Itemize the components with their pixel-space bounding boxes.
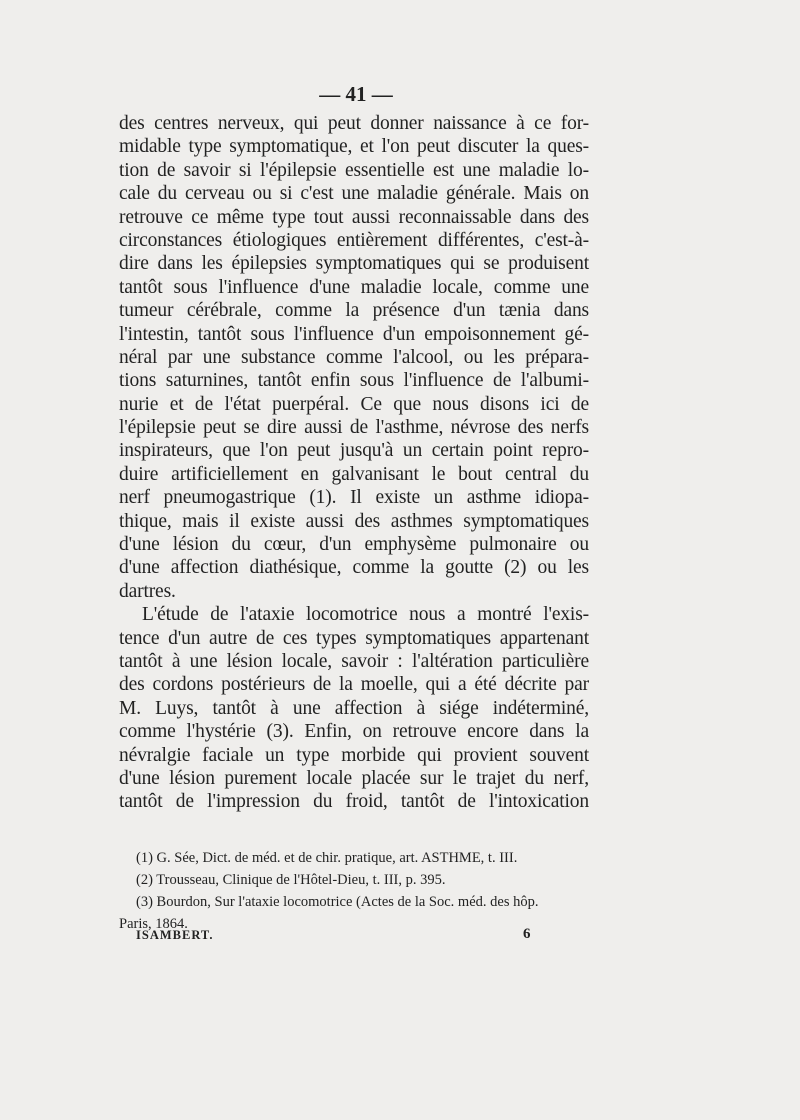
text-line: nurie et de l'état puerpéral. Ce que nous disons ici de [119,393,589,415]
text-line: nerf pneumogastrique (1). Il existe un asthme idiopa- [119,487,589,509]
footnote: (2) Trousseau, Clinique de l'Hôtel-Dieu, t. III, p. 395. [136,872,446,888]
text-line: retrouve ce même type tout aussi reconnaissable dans des [119,206,589,228]
text-line: néral par une substance comme l'alcool, ou les prépara- [119,346,589,368]
text-line: M. Luys, tantôt à une affection à siége indéterminé, [119,697,589,719]
printer-signature: ISAMBERT. [136,928,214,942]
footnote: (3) Bourdon, Sur l'ataxie locomotrice (Actes de la Soc. méd. des hôp. [136,894,539,910]
text-line: duire artificiellement en galvanisant le bout central du [119,463,589,485]
text-line: dartres. [119,580,176,602]
text-line: d'une lésion du cœur, d'un emphysème pulmonaire ou [119,534,589,556]
text-line: l'intestin, tantôt sous l'influence d'un empoisonnement gé- [119,323,589,345]
text-line: thique, mais il existe aussi des asthmes symptomatiques [119,510,589,532]
text-line: d'une lésion purement locale placée sur le trajet du nerf, [119,767,589,789]
text-line: des centres nerveux, qui peut donner naissance à ce for- [119,113,589,134]
text-line: inspirateurs, que l'on peut jusqu'à un certain point repro- [119,440,589,462]
text-line: tantôt sous l'influence d'une maladie locale, comme une [119,276,589,298]
text-line: l'épilepsie peut se dire aussi de l'asthme, névrose des nerfs [119,417,589,439]
running-head: — 41 — [319,82,393,106]
text-line: d'une affection diathésique, comme la goutte (2) ou les [119,557,589,579]
text-line: des cordons postérieurs de la moelle, qui a été décrite par [119,674,589,696]
text-line: comme l'hystérie (3). Enfin, on retrouve encore dans la [119,721,589,743]
text-line: circonstances étiologiques entièrement différentes, c'est-à- [119,229,589,251]
footnote-continuation: Paris, 1864. [119,916,188,932]
text-line: cale du cerveau ou si c'est une maladie générale. Mais on [119,183,589,205]
footnote: (1) G. Sée, Dict. de méd. et de chir. pratique, art. ASTHME, t. III. [136,850,518,866]
text-line: midable type symptomatique, et l'on peut discuter la ques- [119,136,589,158]
text-line: tion de savoir si l'épilepsie essentielle est une maladie lo- [119,159,589,181]
body-text [119,112,589,814]
text-line: tumeur cérébrale, comme la présence d'un tænia dans [119,300,589,322]
text-line: dire dans les épilepsies symptomatiques qui se produisent [119,253,589,275]
footnotes [119,847,589,935]
text-line: névralgie faciale un type morbide qui provient souvent [119,744,589,766]
text-line: tantôt de l'impression du froid, tantôt de l'intoxication [119,791,589,813]
text-line: tions saturnines, tantôt enfin sous l'influence de l'albumi- [119,370,589,392]
text-line: tantôt à une lésion locale, savoir : l'altération particulière [119,650,589,672]
signature-number: 6 [523,926,531,942]
text-line: L'étude de l'ataxie locomotrice nous a montré l'exis- [142,604,589,626]
text-line: tence d'un autre de ces types symptomatiques appartenant [119,627,589,649]
